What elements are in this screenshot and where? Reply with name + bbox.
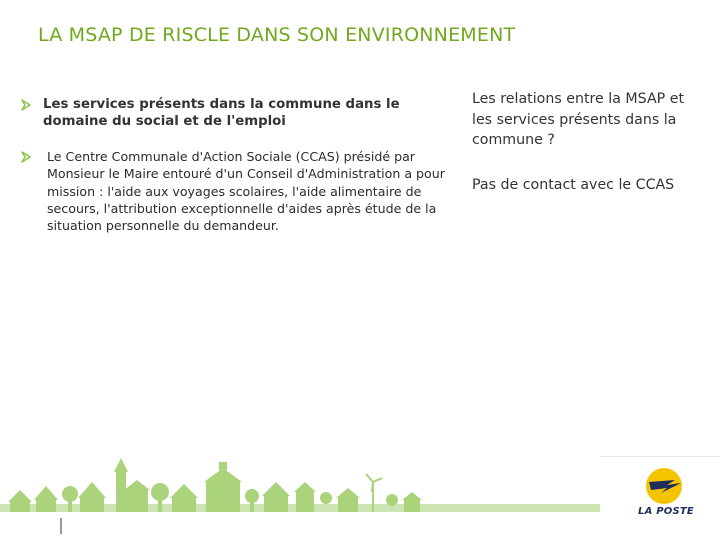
arrow-bullet-icon [20, 98, 34, 112]
footer-divider [600, 456, 720, 457]
relations-answer: Pas de contact avec le CCAS [472, 176, 675, 193]
village-skyline-illustration [0, 452, 600, 540]
relations-question: Les relations entre la MSAP et les services présents dans la commune ? [472, 91, 685, 148]
ccas-description: Le Centre Communale d'Action Sociale (CCAS) présidé par Monsieur le Maire entouré d'un Conseil d'Administration a pour mission : l'aide aux voyages scolaires, l'aide alimentaire de secours, l'attribution exceptionnelle d'aides après étude de la situation personnelle du demandeur. [47, 149, 445, 234]
bullet-item-ccas [20, 148, 450, 234]
arrow-bullet-icon [20, 150, 34, 164]
bullet-item-services [20, 96, 450, 130]
bullet-heading-text: Les services présents dans la commune dans le domaine du social et de l'emploi [43, 97, 400, 129]
left-column [20, 96, 450, 252]
bullet-heading [43, 96, 450, 130]
la-poste-bird-logo [627, 466, 701, 528]
la-poste-wordmark: LA POSTE [638, 506, 694, 517]
page-title: LA MSAP DE RISCLE DANS SON ENVIRONNEMENT [38, 24, 516, 46]
right-column [472, 89, 702, 195]
